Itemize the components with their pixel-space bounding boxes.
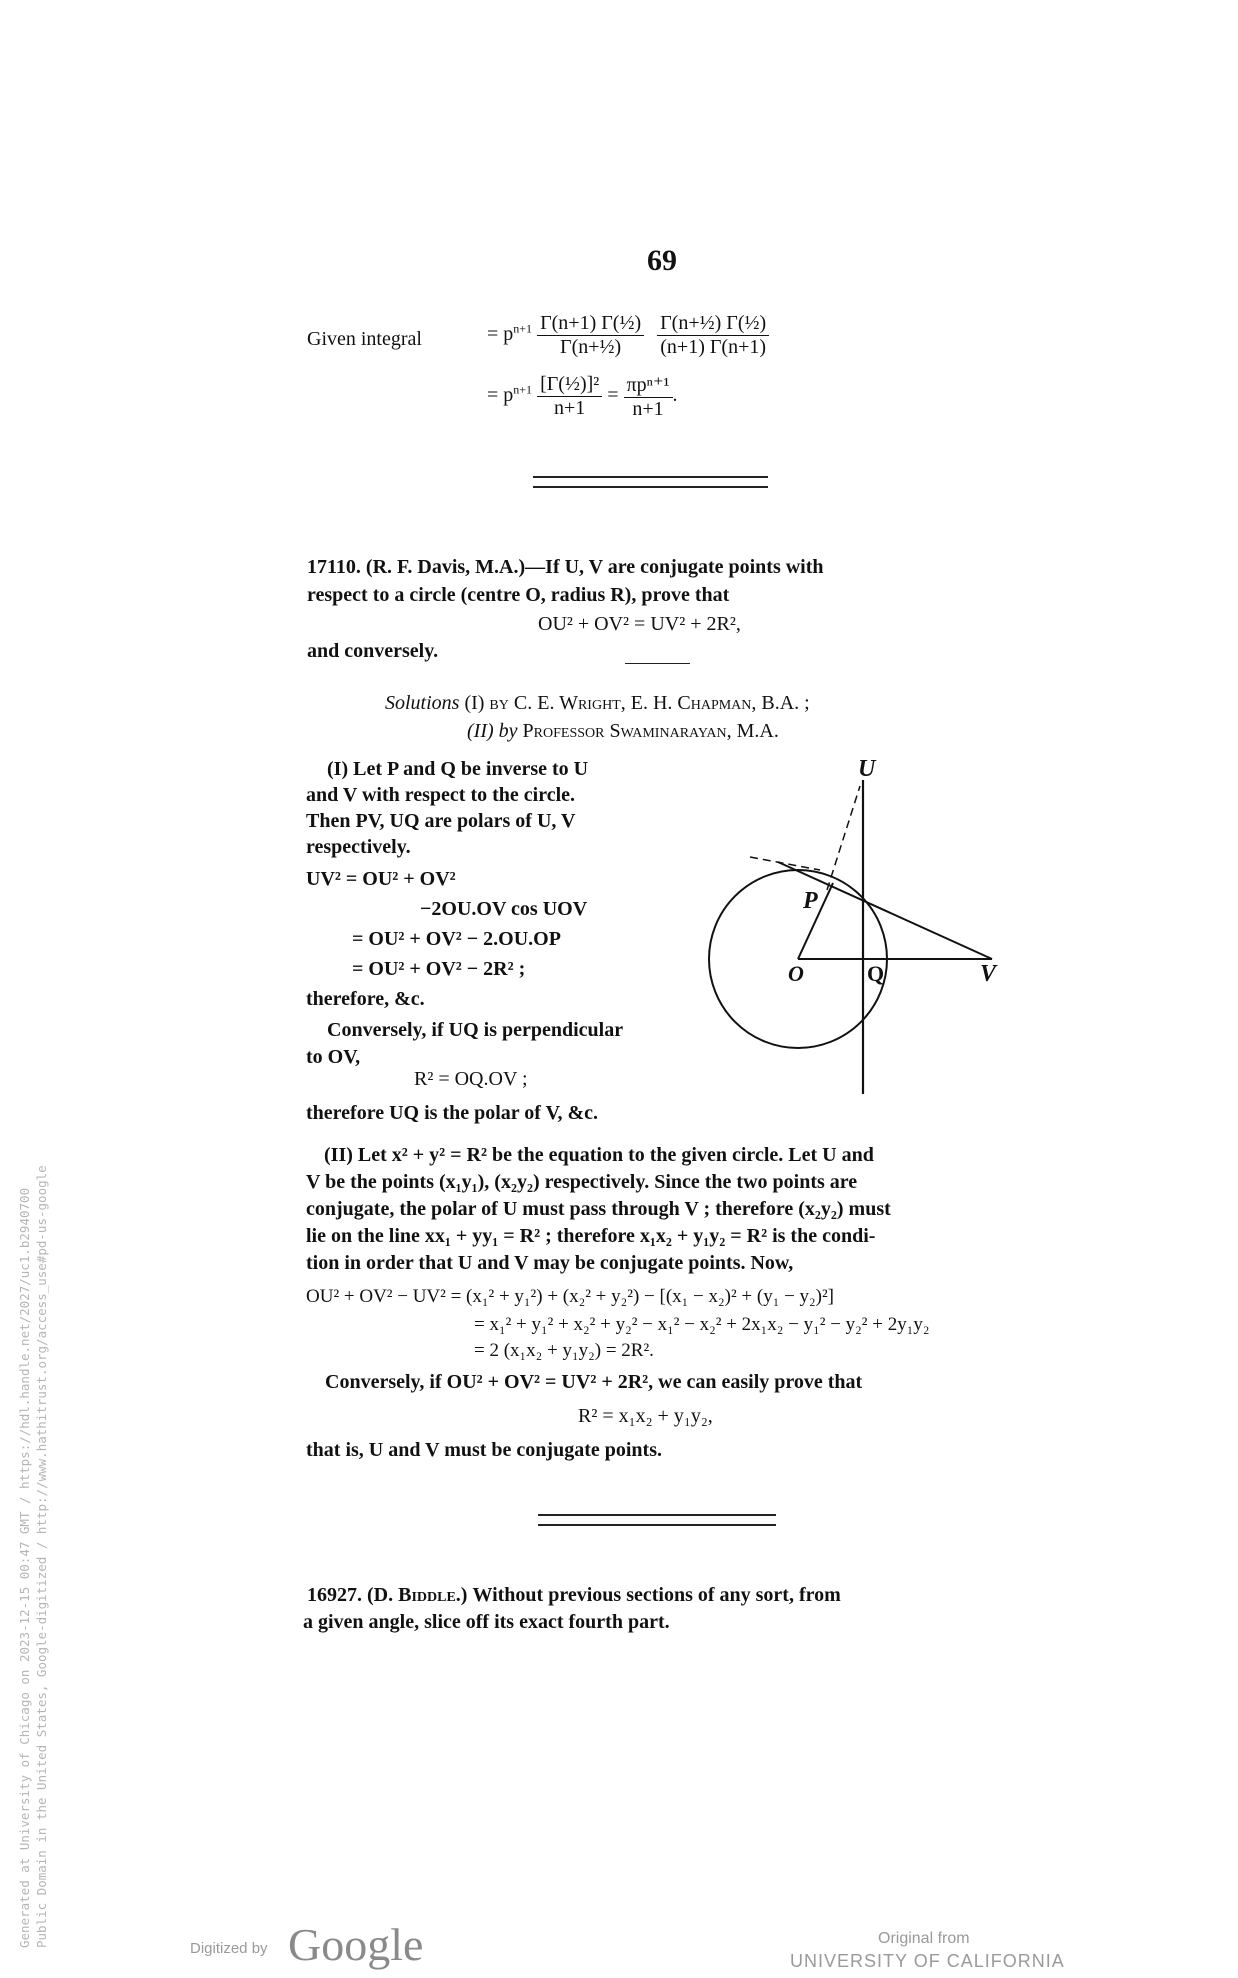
section-divider-2 [538,1514,776,1526]
problem-formula: OU² + OV² = UV² + 2R², [538,613,741,635]
part2-eq-2: = x₁² + y₁² + x₂² + y₂² − x₁² − x₂² + 2x₁x₂ − y₁² − y₂² + 2y₁y₂ [474,1314,930,1335]
section-divider-1 [533,476,768,488]
university-label: UNIVERSITY OF CALIFORNIA [790,1951,1065,1971]
label-o: O [788,961,804,986]
part1-eq-1: UV² = OU² + OV² [306,868,456,890]
fraction-numerator: [Γ(½)]² [537,373,602,397]
solutions-label: Solutions [385,692,460,714]
part1-therefore: therefore, &c. [306,988,425,1010]
part1-line-4: respectively. [306,836,411,858]
solutions-authors-1: (I) by C. E. Wright, E. H. Chapman, B.A. ; [459,692,810,714]
problem-conversely: and conversely. [307,640,439,662]
label-u: U [858,756,876,782]
problem-statement-line-2: respect to a circle (centre O, radius R), prove that [307,584,730,606]
problem-16927-line-1 [307,1582,841,1609]
part2-line-5: tion in order that U and V may be conjugate points. Now, [306,1252,794,1274]
fraction-denominator: n+1 [554,397,586,419]
integral-line1-sup: n+1 [513,321,533,336]
part1-line-1: (I) Let P and Q be inverse to U [327,758,589,780]
integral-line2-period: . [672,384,678,407]
label-v: V [980,961,997,987]
integral-line1-lead: = p [487,323,514,346]
part2-eq-1: OU² + OV² − UV² = (x₁² + y₁²) + (x₂² + y₂²) − [(x₁ − x₂)² + (y₁ − y₂)²] [306,1286,835,1307]
watermark-line-1: Generated at University of Chicago on 2023-12-15 00:47 GMT / https://hdl.handle.net/2027/uc1.b2940700 [17,1187,32,1948]
original-from-label: Original from [878,1930,970,1947]
part1-conversely-eq: R² = OQ.OV ; [414,1068,528,1090]
part1-eq-2: −2OU.OV cos UOV [420,898,588,920]
part1-conversely-2: to OV, [306,1046,361,1068]
watermark-line-2: Public Domain in the United States, Google-digitized / http://www.hathitrust.org/access_use#pd-us-google [34,1165,49,1948]
problem-16927-line-2: a given angle, slice off its exact fourth part. [303,1611,670,1633]
fraction-numerator: Γ(n+½) Γ(½) [657,312,769,336]
line-pu-dashed [827,786,860,890]
integral-line2-lead: = p [487,384,514,407]
part2-line-1: (II) Let x² + y² = R² be the equation to the given circle. Let U and [324,1144,874,1166]
integral-line-1 [487,312,769,359]
part1-conclusion: therefore UQ is the polar of V, &c. [306,1102,599,1124]
problem-number: 16927. [307,1584,362,1606]
fraction-numerator: πpⁿ⁺¹ [624,372,673,398]
page-number: 69 [647,244,677,277]
part2-conclusion: that is, U and V must be conjugate points. [306,1439,662,1461]
fraction-numerator: Γ(n+1) Γ(½) [537,312,644,336]
solutions-credit-line-2 [467,718,779,745]
part1-eq-4: = OU² + OV² − 2R² ; [352,958,526,980]
part1-line-2: and V with respect to the circle. [306,784,576,806]
short-divider [625,663,690,664]
integral-line2-fraction-2 [624,372,673,421]
integral-line-2 [487,372,678,421]
part2-line-3: conjugate, the polar of U must pass through V ; therefore (x₂y₂) must [306,1198,891,1220]
problem-author: (D. Biddle.) [367,1584,468,1606]
label-q: Q [867,961,885,986]
part2-line-4: lie on the line xx₁ + yy₁ = R² ; therefore x₁x₂ + y₁y₂ = R² is the condi- [306,1225,876,1247]
problem-statement-line-1: —If U, V are conjugate points with [525,556,824,578]
part1-eq-3: = OU² + OV² − 2.OU.OP [352,928,561,950]
part2-eq-3: = 2 (x₁x₂ + y₁y₂) = 2R². [474,1340,654,1361]
solutions-authors-2: Professor Swaminarayan, M.A. [517,720,779,742]
solutions-credit-line-1 [385,690,810,717]
label-p: P [803,888,818,914]
problem-author: (R. F. Davis, M.A.) [365,556,526,578]
solutions-label-2: (II) by [467,720,518,742]
integral-line1-fraction-1 [537,312,644,359]
integral-line1-fraction-2 [657,312,769,359]
digitized-by-label: Digitized by [190,1940,268,1957]
part2-line-2: V be the points (x₁y₁), (x₂y₂) respectively. Since the two points are [306,1171,858,1193]
fraction-denominator: (n+1) Γ(n+1) [660,336,767,358]
part1-line-3: Then PV, UQ are polars of U, V [306,810,576,832]
problem-text-line-1: Without previous sections of any sort, from [472,1584,841,1606]
tangent-dashed-line [750,857,820,870]
fraction-denominator: Γ(n+½) [560,336,622,358]
google-logo: Google [288,1919,424,1970]
integral-line2-sup: n+1 [513,382,533,397]
part2-conversely-eq: R² = x₁x₂ + y₁y₂, [578,1405,713,1427]
problem-17110-header [307,554,824,581]
integral-line2-equals: = [607,384,619,407]
part2-conversely: Conversely, if OU² + OV² = UV² + 2R², we can easily prove that [325,1371,863,1393]
conjugate-points-figure [700,750,1020,1100]
problem-number: 17110. [307,556,361,578]
fraction-denominator: n+1 [632,398,664,420]
integral-label: Given integral [307,328,422,350]
integral-line2-fraction-1 [537,373,602,420]
hathitrust-watermark [16,1165,50,1948]
part1-conversely-1: Conversely, if UQ is perpendicular [327,1019,624,1041]
